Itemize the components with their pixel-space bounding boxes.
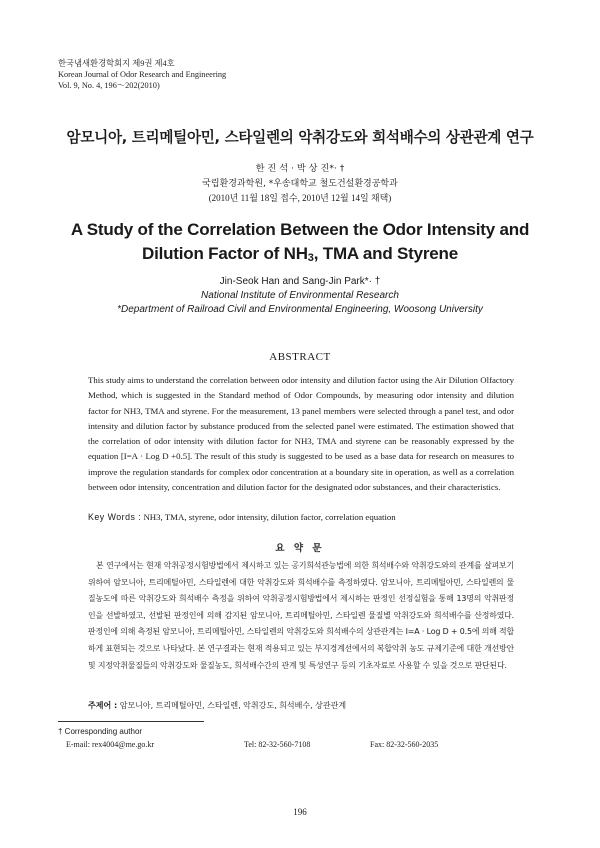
- corresponding-author-note: † Corresponding author: [58, 727, 143, 736]
- keywords-text: NH3, TMA, styrene, odor intensity, dilution factor, correlation equation: [143, 512, 396, 522]
- contact-tel: Tel: 82-32-560-7108: [244, 740, 311, 749]
- footnote-divider: [58, 721, 204, 722]
- title-korean: 암모니아, 트리메틸아민, 스타일렌의 악취강도와 희석배수의 상관관계 연구: [66, 129, 534, 146]
- authors-korean: 한 진 석 · 박 상 진*· †: [255, 163, 345, 174]
- title-english-line2: [60, 242, 540, 270]
- summary-heading-korean: 요 약 문: [275, 543, 325, 554]
- affiliation-korean: 국립환경과학원, *우송대학교 철도건설환경공학과: [202, 179, 398, 189]
- keywords-korean-label: 주제어 :: [88, 701, 118, 710]
- keywords-english: [88, 512, 514, 522]
- journal-name-kr: 한국냄새환경학회지 제9권 제4호: [58, 59, 175, 68]
- keywords-korean-text: 암모니아, 트리메틸아민, 스타일렌, 악취강도, 희석배수, 상관관계: [119, 701, 347, 710]
- title-english-subscript: 3: [307, 252, 314, 264]
- contact-email: E-mail: rex4004@me.go.kr: [66, 740, 155, 749]
- summary-body-korean: 본 연구에서는 현재 악취공정시험방법에서 제시하고 있는 공기희석관능법에 의한 희석배수와 악취강도와의 관계를 살펴보기 위하여 암모니아, 트리메틸아민, 스타일렌에 대한 악취강도와 희석배수를 측정하였다. 암모니아, 트리메틸아민, 스타일렌의 물질농도에 따른 악취강도와 희석배수 측정을 위하여 악취공정시험방법에서 제시하는 판정인 선정실험을 통해 13명의 악취판정인을 선발하였고, 선발된 판정인에 의해 감지된 암모니아, 트리메틸아민, 스타일렌 물질별 악취강도와 희석배수를 산정하였다. 판정인에 의해 측정된 암모니아, 트리메틸아민, 스타일렌의 악취강도와 희석배수의 상관관계는 I=A · Log D + 0.5에 의해 적합하게 표현되는 것으로 나타났다. 본 연구결과는 현재 적용되고 있는 부지경계선에서의 복합악취 농도 규제기준에 대한 개선방안 및 지정악취물질들의 악취강도와 물질농도, 희석배수간의 관계 및 특성연구 등의 기초자료로 사용할 수 있을 것으로 판단된다.: [88, 561, 514, 670]
- journal-volume: Vol. 9, No. 4, 196～202(2010): [58, 81, 160, 90]
- journal-name-en: Korean Journal of Odor Research and Engineering: [58, 70, 227, 79]
- abstract-heading: ABSTRACT: [269, 351, 331, 363]
- title-english-line2-a: Dilution Factor of NH: [142, 244, 308, 263]
- contact-fax: Fax: 82-32-560-2035: [370, 740, 439, 749]
- affiliation-english-1: National Institute of Environmental Research: [201, 290, 399, 301]
- title-english-line1: A Study of the Correlation Between the Odor Intensity and: [70, 220, 530, 239]
- affiliation-english-2: *Department of Railroad Civil and Environmental Engineering, Woosong University: [117, 304, 483, 315]
- title-english: [60, 218, 540, 270]
- keywords-korean: [88, 700, 514, 711]
- title-english-line2-b: , TMA and Styrene: [313, 244, 458, 263]
- journal-header: [58, 58, 226, 91]
- received-accepted-dates: (2010년 11월 18일 접수, 2010년 12월 14일 채택): [208, 193, 392, 203]
- abstract-body: This study aims to understand the correlation between odor intensity and dilution factor using the Air Dilution Olfactory Method, which is suggested in the Standard method of Odor Compounds, by measuring odor intensity and dilution factor for NH3, TMA and styrene. For the measurement, 13 panel members were selected through a panel test, and odor intensity and dilution factor by substance produced from the selected panel were estimated. The estimation showed that the correlation of odor intensity with dilution factor for NH3, TMA and styrene can be reasonably expressed by the equation [I=A · Log D +0.5]. The result of this study is suggested to be used as a base data for research on measures to improve the regulation standards for complex odor concentration at a boundary site in operation, as well as a correlation between odor intensity, concentration and dilution factor for the designated odor substances, and their characteristics.: [88, 375, 514, 493]
- page-number: 196: [293, 807, 307, 817]
- keywords-label: Key Words :: [88, 512, 142, 522]
- authors-english: Jin-Seok Han and Sang-Jin Park*· †: [219, 276, 381, 287]
